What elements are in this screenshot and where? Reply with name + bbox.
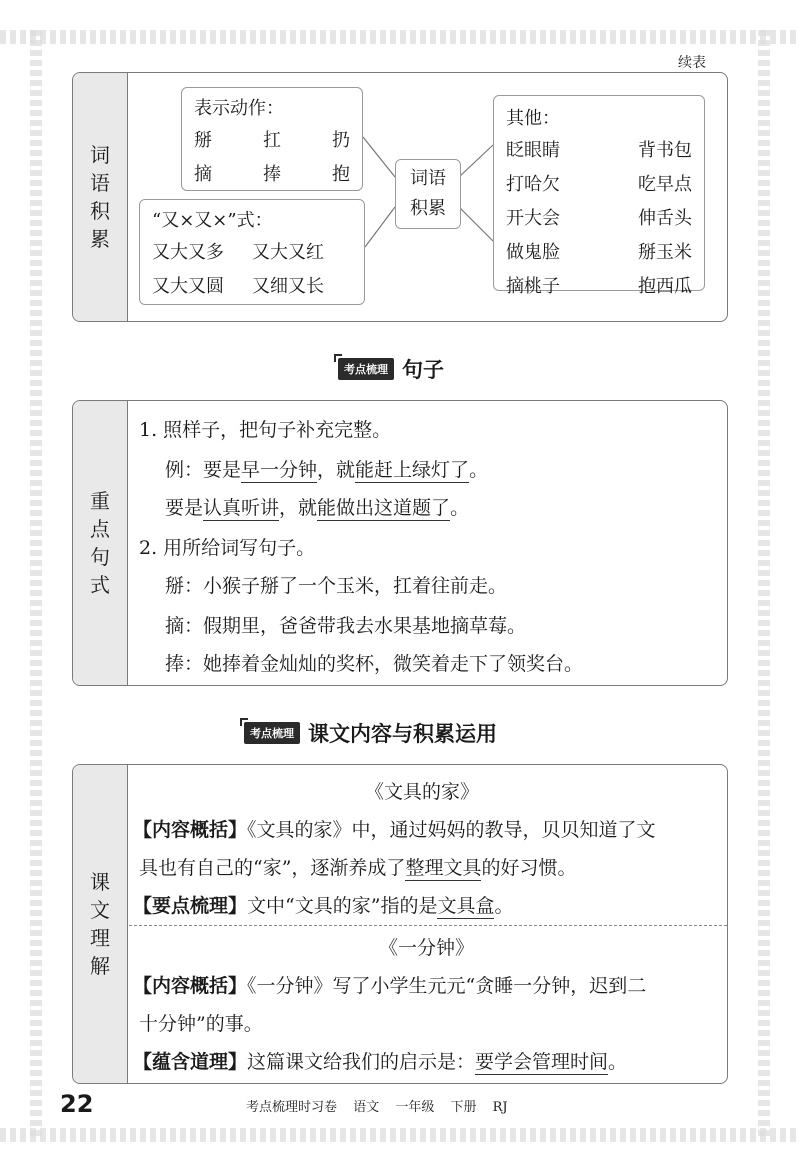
lessons-panel	[72, 764, 728, 1084]
other-word: 抱西瓜	[638, 276, 692, 297]
word-sentence: 捧：她捧着金灿灿的奖杯，微笑着走下了领奖台。	[165, 653, 584, 675]
action-word: 抱	[332, 164, 350, 185]
lessons-side-label: 课 文 理 解	[73, 765, 128, 1083]
tag-content: 【内容概括】	[133, 975, 248, 997]
lesson2-reason: 【蕴含道理】这篇课文给我们的启示是：要学会管理时间。	[133, 1051, 628, 1073]
footer-info: 考点梳理时习卷 语文 一年级 下册 RJ	[246, 1100, 508, 1115]
other-word: 摘桃子	[506, 276, 560, 297]
lesson1-summary-line1: 【内容概括】《文具的家》中，通过妈妈的教导，贝贝知道了文	[133, 819, 656, 841]
other-word: 背书包	[638, 140, 692, 161]
tag-reason: 【蕴含道理】	[133, 1051, 248, 1073]
sentence-item-1: 1. 照样子，把句子补充完整。	[139, 419, 392, 441]
sentence-item-2: 2. 用所给词写句子。	[139, 537, 316, 559]
lesson2-summary-line2: 十分钟”的事。	[139, 1013, 263, 1035]
other-word: 做鬼脸	[506, 242, 560, 263]
decorative-border-top	[0, 30, 800, 44]
action-word: 扔	[332, 130, 350, 151]
pattern-word: 又大又圆	[152, 276, 224, 297]
vocab-panel	[72, 72, 728, 322]
page-number: 22	[60, 1090, 94, 1118]
decorative-border-left	[30, 30, 42, 1140]
pattern-word: 又细又长	[252, 276, 324, 297]
section-badge: 考点梳理	[338, 358, 394, 380]
lesson2-summary-line1: 【内容概括】《一分钟》写了小学生元元“贪睡一分钟，迟到二	[133, 975, 647, 997]
section-title-sentences: 考点梳理 句子	[338, 354, 444, 384]
sentences-panel	[72, 400, 728, 686]
action-word: 捧	[263, 164, 281, 185]
continued-table-label: 续表	[678, 55, 706, 71]
other-word: 开大会	[506, 208, 560, 229]
actions-box: 表示动作： 掰 扛 扔 摘 捧 抱	[181, 87, 363, 191]
others-box: 其他： 眨眼睛 背书包 打哈欠 吃早点 开大会 伸舌头 做鬼脸 掰玉米 摘桃子 抱西瓜	[493, 95, 705, 291]
pattern-word: 又大又红	[252, 242, 324, 263]
lesson-divider	[129, 925, 727, 926]
decorative-border-bottom	[0, 1128, 800, 1142]
word-sentence: 掰：小猴子掰了一个玉米，扛着往前走。	[165, 575, 508, 597]
lesson-title-1: 《文具的家》	[365, 781, 480, 803]
vocab-center-node: 词语 积累	[395, 159, 461, 229]
decorative-border-right	[758, 30, 770, 1140]
sentences-side-label: 重 点 句 式	[73, 401, 128, 685]
other-word: 吃早点	[638, 174, 692, 195]
section-badge: 考点梳理	[244, 722, 300, 744]
example-sentence: 例：要是早一分钟，就能赶上绿灯了。	[165, 459, 489, 481]
other-word: 打哈欠	[506, 174, 560, 195]
pattern-word: 又大又多	[152, 242, 224, 263]
other-word: 伸舌头	[638, 208, 692, 229]
lesson1-summary-line2: 具也有自己的“家”，逐渐养成了整理文具的好习惯。	[139, 857, 577, 879]
lesson-title-2: 《一分钟》	[379, 937, 475, 959]
tag-points: 【要点梳理】	[133, 895, 248, 917]
tag-content: 【内容概括】	[133, 819, 248, 841]
section-title-lessons: 考点梳理 课文内容与积累运用	[244, 718, 497, 748]
pattern-box: “又×又×”式： 又大又多 又大又红 又大又圆 又细又长	[139, 199, 365, 305]
action-word: 掰	[194, 130, 212, 151]
word-sentence: 摘：假期里，爸爸带我去水果基地摘草莓。	[165, 615, 527, 637]
other-word: 掰玉米	[638, 242, 692, 263]
answer-sentence: 要是认真听讲，就能做出这道题了。	[165, 497, 470, 519]
action-word: 摘	[194, 164, 212, 185]
lesson1-points: 【要点梳理】文中“文具的家”指的是文具盒。	[133, 895, 514, 917]
action-word: 扛	[263, 130, 281, 151]
other-word: 眨眼睛	[506, 140, 560, 161]
vocab-side-label: 词 语 积 累	[73, 73, 128, 321]
